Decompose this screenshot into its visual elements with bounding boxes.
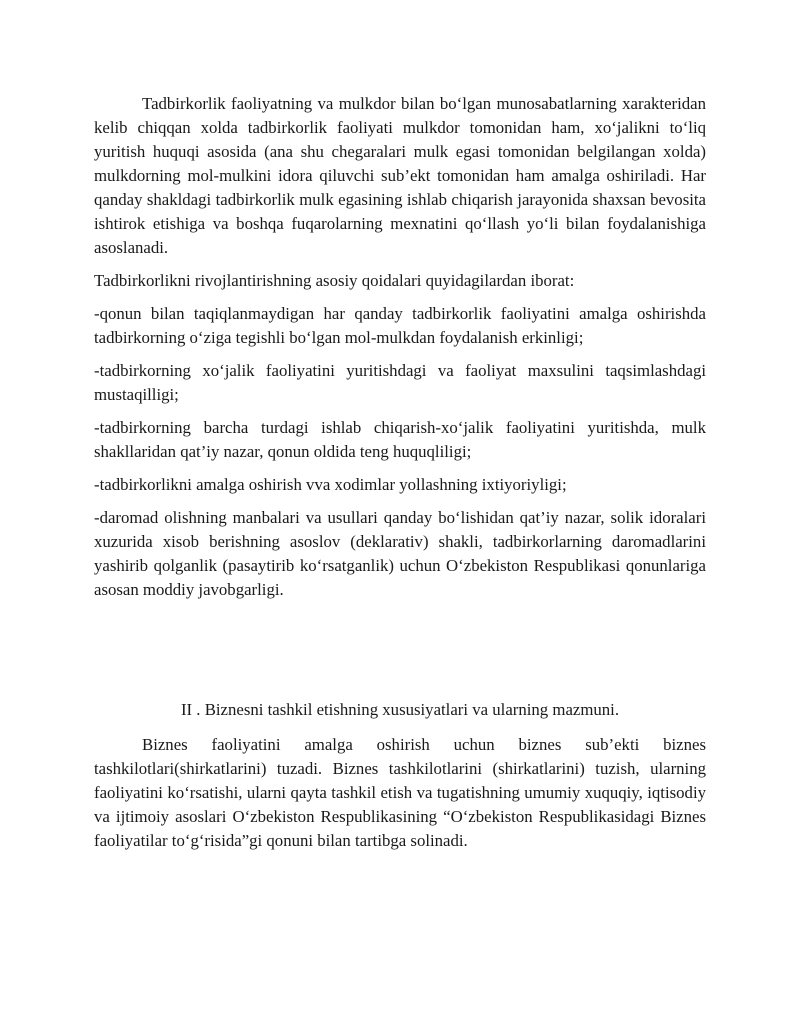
list-item-voluntary-hiring: -tadbirkorlikni amalga oshirish vva xodimlar yollashning ixtiyoriyligi; [94, 475, 567, 494]
list-item-equal-rights: -tadbirkorning barcha turdagi ishlab chiqarish-xo‘jalik faoliyatini yuritishda, mulk shakllaridan qat’iy nazar, qonun oldida teng huquqliligi; [94, 418, 706, 461]
list-item-property-freedom: -qonun bilan taqiqlanmaydigan har qanday tadbirkorlik faoliyatini amalga oshirishda tadbirkorning o‘ziga tegishli bo‘lgan mol-mulkdan foydalanish erkinligi; [94, 304, 706, 347]
paragraph-principles-lead: Tadbirkorlikni rivojlantirishning asosiy qoidalari quyidagilardan iborat: [94, 271, 575, 290]
document-page [94, 92, 706, 862]
list-item-independence: -tadbirkorning xo‘jalik faoliyatini yuritishdagi va faoliyat maxsulini taqsimlashdagi mustaqilligi; [94, 361, 706, 404]
paragraph-section-body: Biznes faoliyatini amalga oshirish uchun biznes sub’ekti biznes tashkilotlari(shirkatlarini) tuzadi. Biznes tashkilotlarini (shirkatlarini) tuzish, ularning faoliyatini ko‘rsatishi, ularni qayta tashkil etish va tugatishning umumiy xuquqiy, iqtisodiy va ijtimoiy asoslari O‘zbekiston Respublikasining “O‘zbekiston Respublikasidagi Biznes faoliyatilar to‘g‘risida”gi qonuni bilan tartibga solinadi. [94, 735, 706, 850]
section-heading: II . Biznesni tashkil etishning xususiyatlari va ularning mazmuni. [180, 700, 620, 719]
list-item-liability: -daromad olishning manbalari va usullari qanday bo‘lishidan qat’iy nazar, solik idoralari xuzurida xisob berishning asoslov (deklarativ) shakli, tadbirkorlarning daromadlarini yashirib qolganlik (pasaytirib ko‘rsatganlik) uchun O‘zbekiston Respublikasi qonunlariga asosan moddiy javobgarligi. [94, 508, 706, 599]
paragraph-intro: Tadbirkorlik faoliyatning va mulkdor bilan bo‘lgan munosabatlarning xarakteridan kelib chiqqan xolda tadbirkorlik faoliyati mulkdor tomonidan ham, xo‘jalikni to‘liq yuritish huquqi asosida (ana shu chegaralari mulk egasi tomonidan belgilangan xolda) mulkdorning mol-mulkini idora qiluvchi sub’ekt tomonidan ham amalga oshiriladi. Har qanday shakldagi tadbirkorlik mulk egasining ishlab chiqarish jarayonida shaxsan bevosita ishtirok etishiga va boshqa fuqarolarning mexnatini qo‘llash yo‘li bilan foydalanishiga asoslanadi. [94, 94, 706, 257]
